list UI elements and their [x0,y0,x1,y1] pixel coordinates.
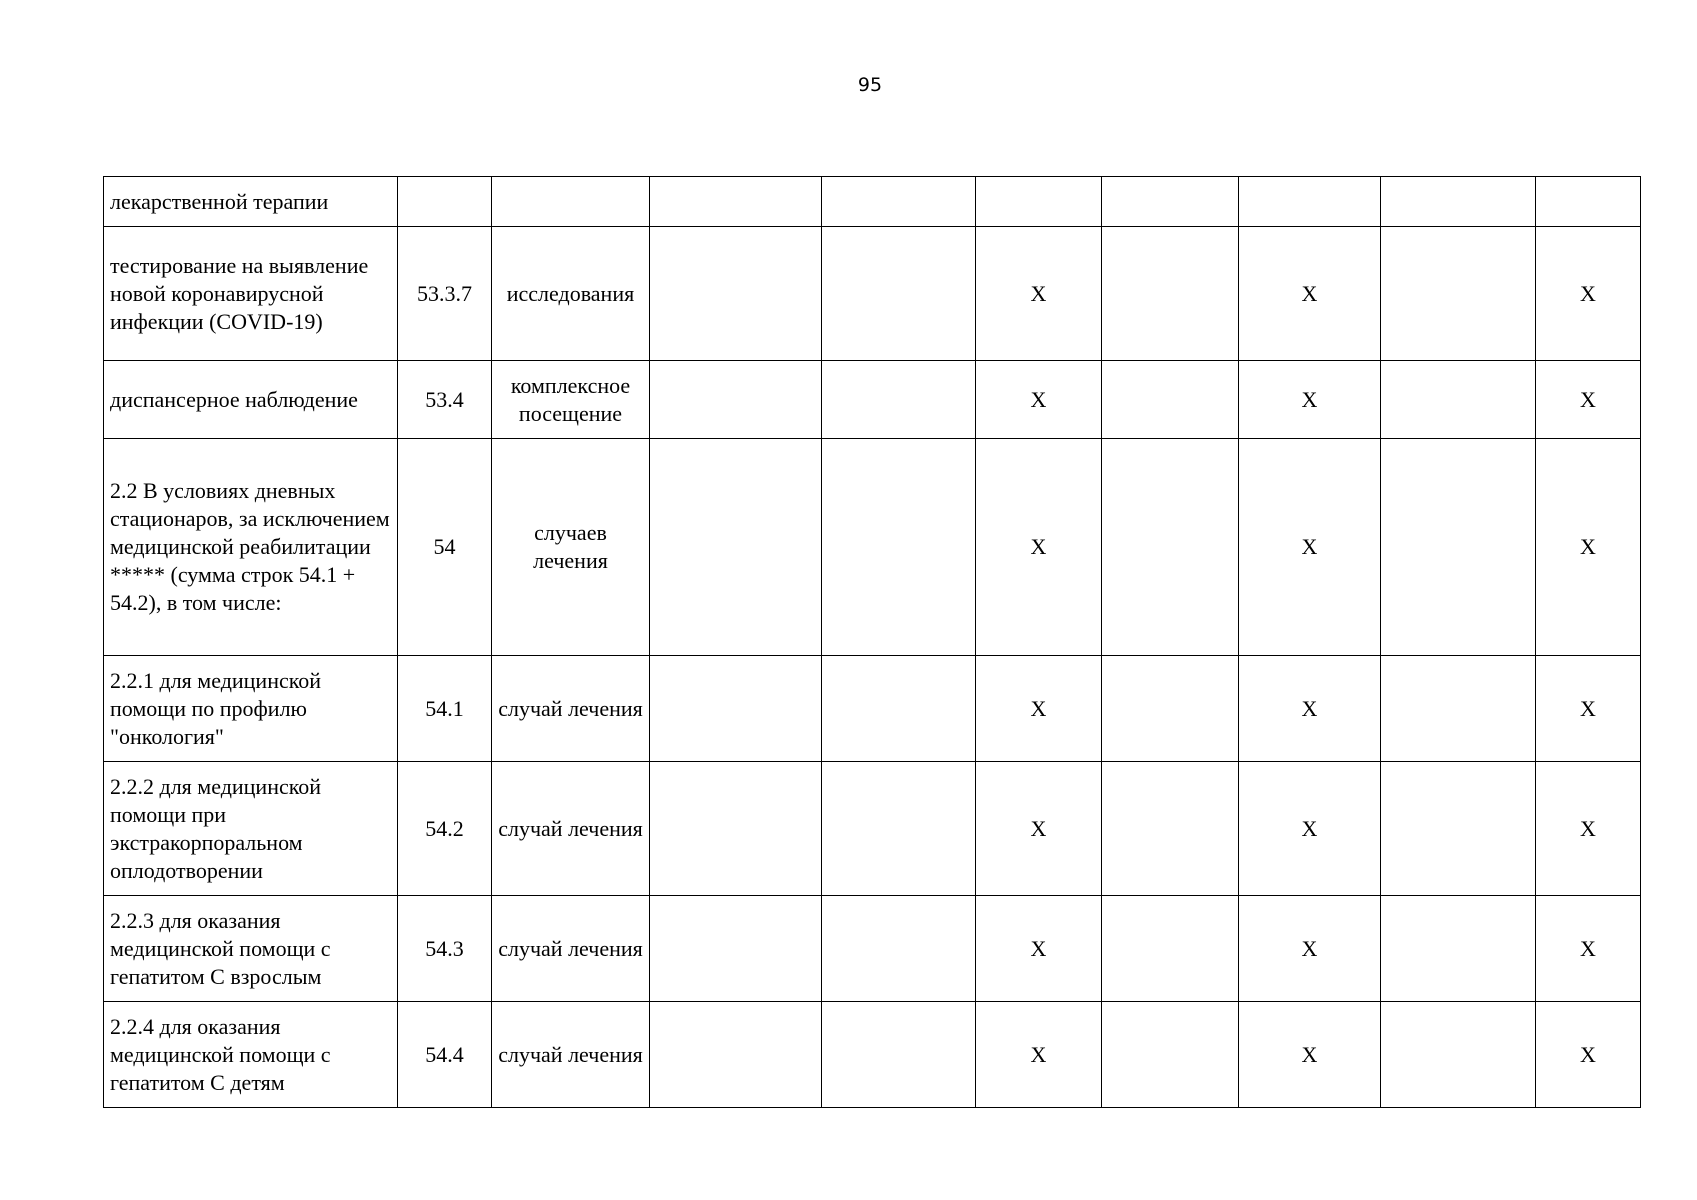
x-mark-cell: X [1536,762,1641,896]
row-code-cell: 54.2 [398,762,492,896]
empty-cell [1381,439,1536,656]
page-number: 95 [857,74,883,96]
table-row [104,227,1641,361]
empty-cell [1102,762,1239,896]
row-name-cell: тестирование на выявление новой коронавирусной инфекции (COVID-19) [104,227,398,361]
x-mark-cell: X [1536,439,1641,656]
row-code-cell [398,177,492,227]
table-row [104,896,1641,1002]
empty-cell [822,762,976,896]
row-code-cell: 54.4 [398,1002,492,1108]
empty-cell [822,227,976,361]
row-unit-cell: исследования [492,227,650,361]
row-code-cell: 53.4 [398,361,492,439]
row-unit-cell: случай лечения [492,656,650,762]
x-mark-cell: X [1239,762,1381,896]
empty-cell [1381,1002,1536,1108]
empty-cell [822,439,976,656]
row-code-cell: 54 [398,439,492,656]
table-row [104,361,1641,439]
x-mark-cell: X [1239,896,1381,1002]
x-mark-cell: X [976,361,1102,439]
empty-cell [650,177,822,227]
x-mark-cell [1536,177,1641,227]
x-mark-cell [1239,177,1381,227]
table-row [104,177,1641,227]
empty-cell [650,439,822,656]
row-code-cell: 54.3 [398,896,492,1002]
x-mark-cell: X [976,896,1102,1002]
x-mark-cell: X [1536,656,1641,762]
row-name-cell: лекарственной терапии [104,177,398,227]
x-mark-cell: X [1536,361,1641,439]
x-mark-cell: X [976,227,1102,361]
empty-cell [650,227,822,361]
row-name-cell: 2.2.2 для медицинской помощи при экстракорпоральном оплодотворении [104,762,398,896]
empty-cell [1381,227,1536,361]
x-mark-cell: X [976,656,1102,762]
x-mark-cell: X [976,762,1102,896]
row-unit-cell [492,177,650,227]
x-mark-cell: X [1536,1002,1641,1108]
empty-cell [650,656,822,762]
empty-cell [1102,1002,1239,1108]
table-row [104,762,1641,896]
empty-cell [1102,177,1239,227]
x-mark-cell: X [1239,227,1381,361]
empty-cell [822,896,976,1002]
row-unit-cell: случай лечения [492,1002,650,1108]
row-name-cell: 2.2.4 для оказания медицинской помощи с гепатитом С детям [104,1002,398,1108]
table-row [104,656,1641,762]
x-mark-cell: X [976,1002,1102,1108]
x-mark-cell: X [1239,1002,1381,1108]
row-name-cell: 2.2.1 для медицинской помощи по профилю "онкология" [104,656,398,762]
empty-cell [1381,762,1536,896]
empty-cell [650,896,822,1002]
empty-cell [1102,656,1239,762]
empty-cell [1102,896,1239,1002]
empty-cell [822,656,976,762]
x-mark-cell: X [1536,896,1641,1002]
empty-cell [1381,896,1536,1002]
empty-cell [822,177,976,227]
row-unit-cell: случай лечения [492,896,650,1002]
empty-cell [1381,656,1536,762]
table-row [104,1002,1641,1108]
row-code-cell: 53.3.7 [398,227,492,361]
row-name-cell: диспансерное наблюдение [104,361,398,439]
empty-cell [822,361,976,439]
empty-cell [1102,227,1239,361]
row-code-cell: 54.1 [398,656,492,762]
empty-cell [1102,439,1239,656]
empty-cell [1102,361,1239,439]
empty-cell [1381,361,1536,439]
row-name-cell: 2.2 В условиях дневных стационаров, за исключением медицинской реабилитации ***** (сумма строк 54.1 + 54.2), в том числе: [104,439,398,656]
empty-cell [650,1002,822,1108]
x-mark-cell: X [1239,439,1381,656]
row-unit-cell: случаев лечения [492,439,650,656]
row-unit-cell: случай лечения [492,762,650,896]
x-mark-cell [976,177,1102,227]
row-unit-cell: комплексное посещение [492,361,650,439]
empty-cell [1381,177,1536,227]
x-mark-cell: X [976,439,1102,656]
x-mark-cell: X [1239,656,1381,762]
empty-cell [822,1002,976,1108]
row-name-cell: 2.2.3 для оказания медицинской помощи с гепатитом С взрослым [104,896,398,1002]
table-row [104,439,1641,656]
x-mark-cell: X [1239,361,1381,439]
empty-cell [650,361,822,439]
data-table [103,176,1641,1108]
x-mark-cell: X [1536,227,1641,361]
empty-cell [650,762,822,896]
